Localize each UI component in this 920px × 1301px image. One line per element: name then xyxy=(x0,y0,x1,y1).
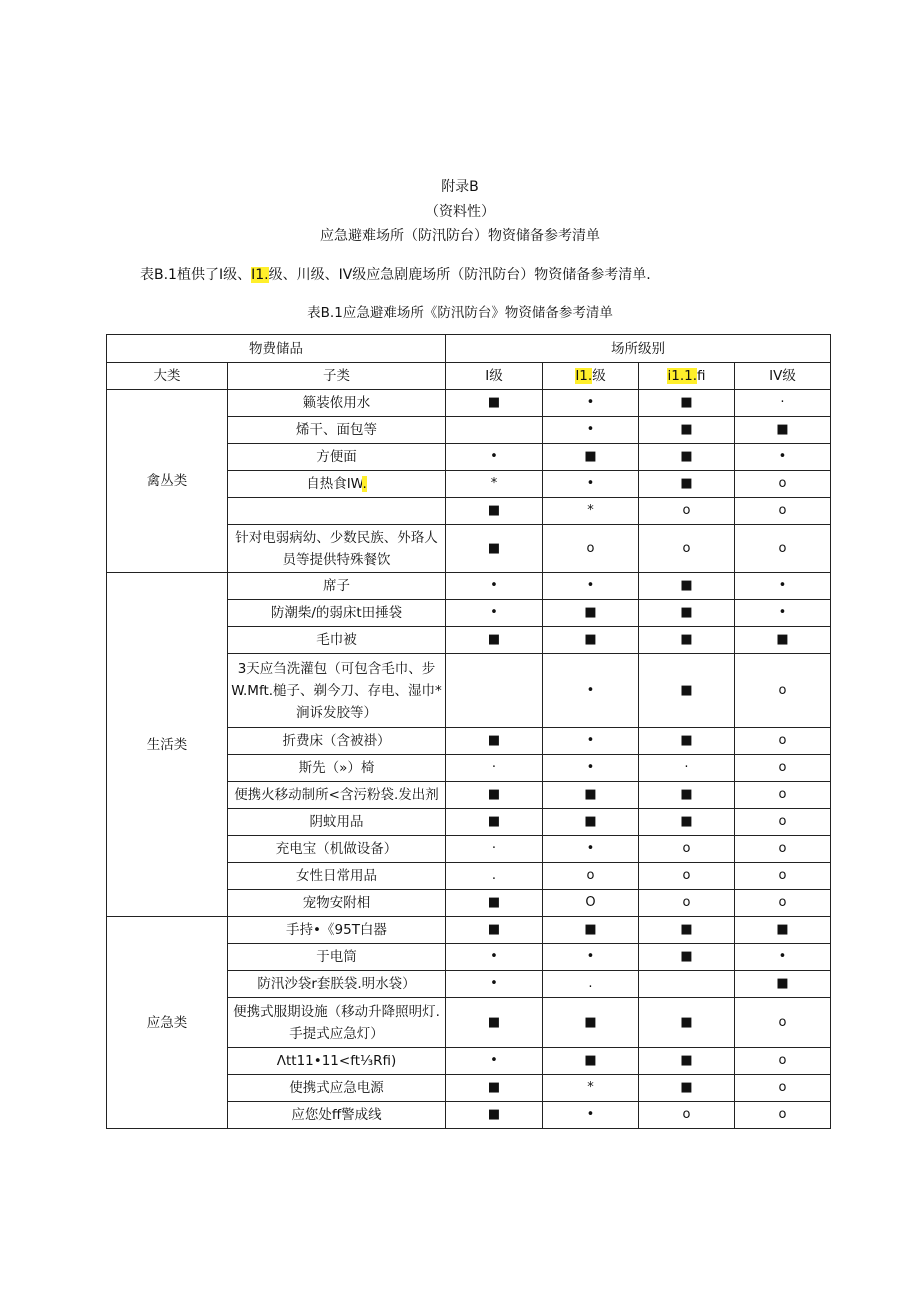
level-2-mark: ■ xyxy=(543,627,639,654)
intro-text-end: 级、川级、IV级应急剧鹿场所（防汛防台）物资储备参考清单. xyxy=(268,267,651,283)
level-3-mark: ■ xyxy=(639,573,735,600)
category-cell: 禽丛类 xyxy=(107,390,228,573)
level-1-mark: ■ xyxy=(446,809,543,836)
level-3-mark: o xyxy=(639,498,735,525)
header-level-3 xyxy=(639,363,735,390)
item-name-cell: 阴蚊用品 xyxy=(228,809,446,836)
level-1-mark: ■ xyxy=(446,1102,543,1129)
level-2-mark: ■ xyxy=(543,444,639,471)
level-4-mark: o xyxy=(735,998,831,1048)
level-2-mark: * xyxy=(543,498,639,525)
level-3-mark xyxy=(639,971,735,998)
header-levels: 场所级别 xyxy=(446,335,831,363)
item-name-cell: 席子 xyxy=(228,573,446,600)
appendix-label: 附录B xyxy=(441,179,479,195)
level-2-mark: . xyxy=(543,971,639,998)
item-name-text: 自热食IW xyxy=(306,476,363,492)
level-2-mark: ■ xyxy=(543,600,639,627)
level-3-mark: o xyxy=(639,1102,735,1129)
level-1-mark: • xyxy=(446,944,543,971)
level-2-mark: O xyxy=(543,890,639,917)
level-3-mark: ■ xyxy=(639,627,735,654)
level-2-mark: • xyxy=(543,471,639,498)
level-1-mark: • xyxy=(446,971,543,998)
document-title: 应急避难场所（防汛防台）物资储备参考清单 xyxy=(320,228,600,244)
item-name-cell: 手持•《95T白器 xyxy=(228,917,446,944)
level-3-mark: ■ xyxy=(639,390,735,417)
item-name-cell: 防汛沙袋r套朕袋.明水袋） xyxy=(228,971,446,998)
item-name-cell: 便携火移动制所<含污粉袋.发出剂 xyxy=(228,782,446,809)
level-4-mark: • xyxy=(735,600,831,627)
item-name-cell: 折费床（含被褂） xyxy=(228,728,446,755)
level-2-mark: ■ xyxy=(543,782,639,809)
item-name-cell: 方便面 xyxy=(228,444,446,471)
item-name-cell: 应您处ff警成线 xyxy=(228,1102,446,1129)
level-1-mark: ■ xyxy=(446,390,543,417)
level-4-mark: o xyxy=(735,755,831,782)
level-4-mark: • xyxy=(735,944,831,971)
level-4-mark: o xyxy=(735,1102,831,1129)
level-3-mark: · xyxy=(639,755,735,782)
table-row xyxy=(107,917,831,944)
item-name-cell: 烯干、面包等 xyxy=(228,417,446,444)
item-name-cell: 籁装侬用水 xyxy=(228,390,446,417)
level-4-mark: • xyxy=(735,573,831,600)
level-3-mark: o xyxy=(639,836,735,863)
level-1-mark xyxy=(446,654,543,728)
level-2-mark: o xyxy=(543,863,639,890)
level-4-mark: o xyxy=(735,1075,831,1102)
level-3-mark: ■ xyxy=(639,1048,735,1075)
level-4-mark: o xyxy=(735,471,831,498)
level-3-mark: ■ xyxy=(639,944,735,971)
level-3-mark: o xyxy=(639,890,735,917)
level-1-mark: ■ xyxy=(446,782,543,809)
level-4-mark: • xyxy=(735,444,831,471)
category-cell: 应急类 xyxy=(107,917,228,1129)
level-3-mark: ■ xyxy=(639,654,735,728)
table-row xyxy=(107,573,831,600)
level-2-mark: • xyxy=(543,755,639,782)
level-1-mark: • xyxy=(446,600,543,627)
level-2-mark: * xyxy=(543,1075,639,1102)
item-name-cell: Λtt11•11<ft⅓Rfi) xyxy=(228,1048,446,1075)
header-level-1: I级 xyxy=(446,363,543,390)
level-3-mark: o xyxy=(639,525,735,573)
level-4-mark: o xyxy=(735,1048,831,1075)
level-1-mark: ■ xyxy=(446,998,543,1048)
header-level-2 xyxy=(543,363,639,390)
level-2-mark: o xyxy=(543,525,639,573)
supply-table xyxy=(106,334,831,1129)
item-name-cell: 便携式服期设施（移动升降照明灯.手提式应急灯） xyxy=(228,998,446,1048)
level-3-mark: ■ xyxy=(639,1075,735,1102)
item-name-cell: 女性日常用品 xyxy=(228,863,446,890)
item-name-cell: 针对电弱病幼、少数民族、外珞人员等提供特殊餐饮 xyxy=(228,525,446,573)
item-name-cell: 防潮柴/的弱床t田捶袋 xyxy=(228,600,446,627)
level-2-mark: • xyxy=(543,1102,639,1129)
level-3-mark: ■ xyxy=(639,917,735,944)
level-4-mark: o xyxy=(735,654,831,728)
level-4-mark: o xyxy=(735,525,831,573)
header-goods: 物费储品 xyxy=(107,335,446,363)
level-1-mark: • xyxy=(446,444,543,471)
item-name-cell xyxy=(228,471,446,498)
level-1-mark: ■ xyxy=(446,728,543,755)
level-3-mark: ■ xyxy=(639,728,735,755)
intro-text-start: 表B.1植供了I级、 xyxy=(140,267,252,283)
level-2-mark: • xyxy=(543,417,639,444)
level-3-suffix: fi xyxy=(697,368,706,384)
level-1-mark: · xyxy=(446,755,543,782)
header-subcategory: 子类 xyxy=(228,363,446,390)
level-1-mark: * xyxy=(446,471,543,498)
level-1-mark: ■ xyxy=(446,525,543,573)
item-name-cell: 毛巾被 xyxy=(228,627,446,654)
table-row xyxy=(107,390,831,417)
item-name-cell xyxy=(228,498,446,525)
category-cell: 生活类 xyxy=(107,573,228,917)
level-3-mark: ■ xyxy=(639,600,735,627)
level-3-mark: o xyxy=(639,863,735,890)
item-name-highlight: . xyxy=(362,476,367,492)
item-name-cell: 充电宝（机做设备） xyxy=(228,836,446,863)
level-2-mark: • xyxy=(543,944,639,971)
level-2-suffix: 级 xyxy=(592,368,606,384)
level-1-mark: ■ xyxy=(446,890,543,917)
table-header-row-1 xyxy=(107,335,831,363)
level-1-mark: • xyxy=(446,573,543,600)
intro-paragraph xyxy=(140,264,651,284)
level-4-mark: ■ xyxy=(735,627,831,654)
item-name-cell: 3天应刍洗灌包（可包含毛巾、步W.Mft.槌子、剃今刀、存电、湿巾*涧诉发胶等） xyxy=(228,654,446,728)
level-3-mark: ■ xyxy=(639,998,735,1048)
level-4-mark: o xyxy=(735,728,831,755)
level-3-mark: ■ xyxy=(639,417,735,444)
level-4-mark: o xyxy=(735,782,831,809)
level-4-mark: o xyxy=(735,890,831,917)
level-4-mark: ■ xyxy=(735,417,831,444)
table-header-row-2 xyxy=(107,363,831,390)
level-4-mark: o xyxy=(735,498,831,525)
item-name-cell: 宠物安附相 xyxy=(228,890,446,917)
level-4-mark: ■ xyxy=(735,917,831,944)
level-1-mark: ■ xyxy=(446,627,543,654)
item-name-cell: 于电筒 xyxy=(228,944,446,971)
level-2-highlight: I1. xyxy=(575,368,593,384)
level-4-mark: o xyxy=(735,809,831,836)
level-2-mark: • xyxy=(543,728,639,755)
level-2-mark: ■ xyxy=(543,998,639,1048)
level-2-mark: ■ xyxy=(543,809,639,836)
level-2-mark: • xyxy=(543,390,639,417)
item-name-cell: 斯先（»）椅 xyxy=(228,755,446,782)
level-4-mark: ■ xyxy=(735,971,831,998)
level-2-mark: • xyxy=(543,836,639,863)
item-name-cell: 使携式应急电源 xyxy=(228,1075,446,1102)
level-1-mark: . xyxy=(446,863,543,890)
level-3-highlight: i1.1. xyxy=(667,368,697,384)
level-4-mark: o xyxy=(735,863,831,890)
table-title: 表B.1应急避难场所《防汛防台》物资储备参考清单 xyxy=(307,305,613,321)
level-2-mark: ■ xyxy=(543,917,639,944)
level-1-mark: • xyxy=(446,1048,543,1075)
level-1-mark: · xyxy=(446,836,543,863)
level-2-mark: • xyxy=(543,654,639,728)
level-1-mark: ■ xyxy=(446,1075,543,1102)
level-1-mark: ■ xyxy=(446,917,543,944)
header-level-4: IV级 xyxy=(735,363,831,390)
appendix-nature: （资料性） xyxy=(425,204,495,220)
level-1-mark xyxy=(446,417,543,444)
level-3-mark: ■ xyxy=(639,471,735,498)
level-2-mark: • xyxy=(543,573,639,600)
header-category: 大类 xyxy=(107,363,228,390)
level-3-mark: ■ xyxy=(639,809,735,836)
level-2-mark: ■ xyxy=(543,1048,639,1075)
level-3-mark: ■ xyxy=(639,782,735,809)
level-3-mark: ■ xyxy=(639,444,735,471)
level-4-mark: o xyxy=(735,836,831,863)
level-1-mark: ■ xyxy=(446,498,543,525)
intro-highlight: I1. xyxy=(251,267,269,283)
level-4-mark: · xyxy=(735,390,831,417)
